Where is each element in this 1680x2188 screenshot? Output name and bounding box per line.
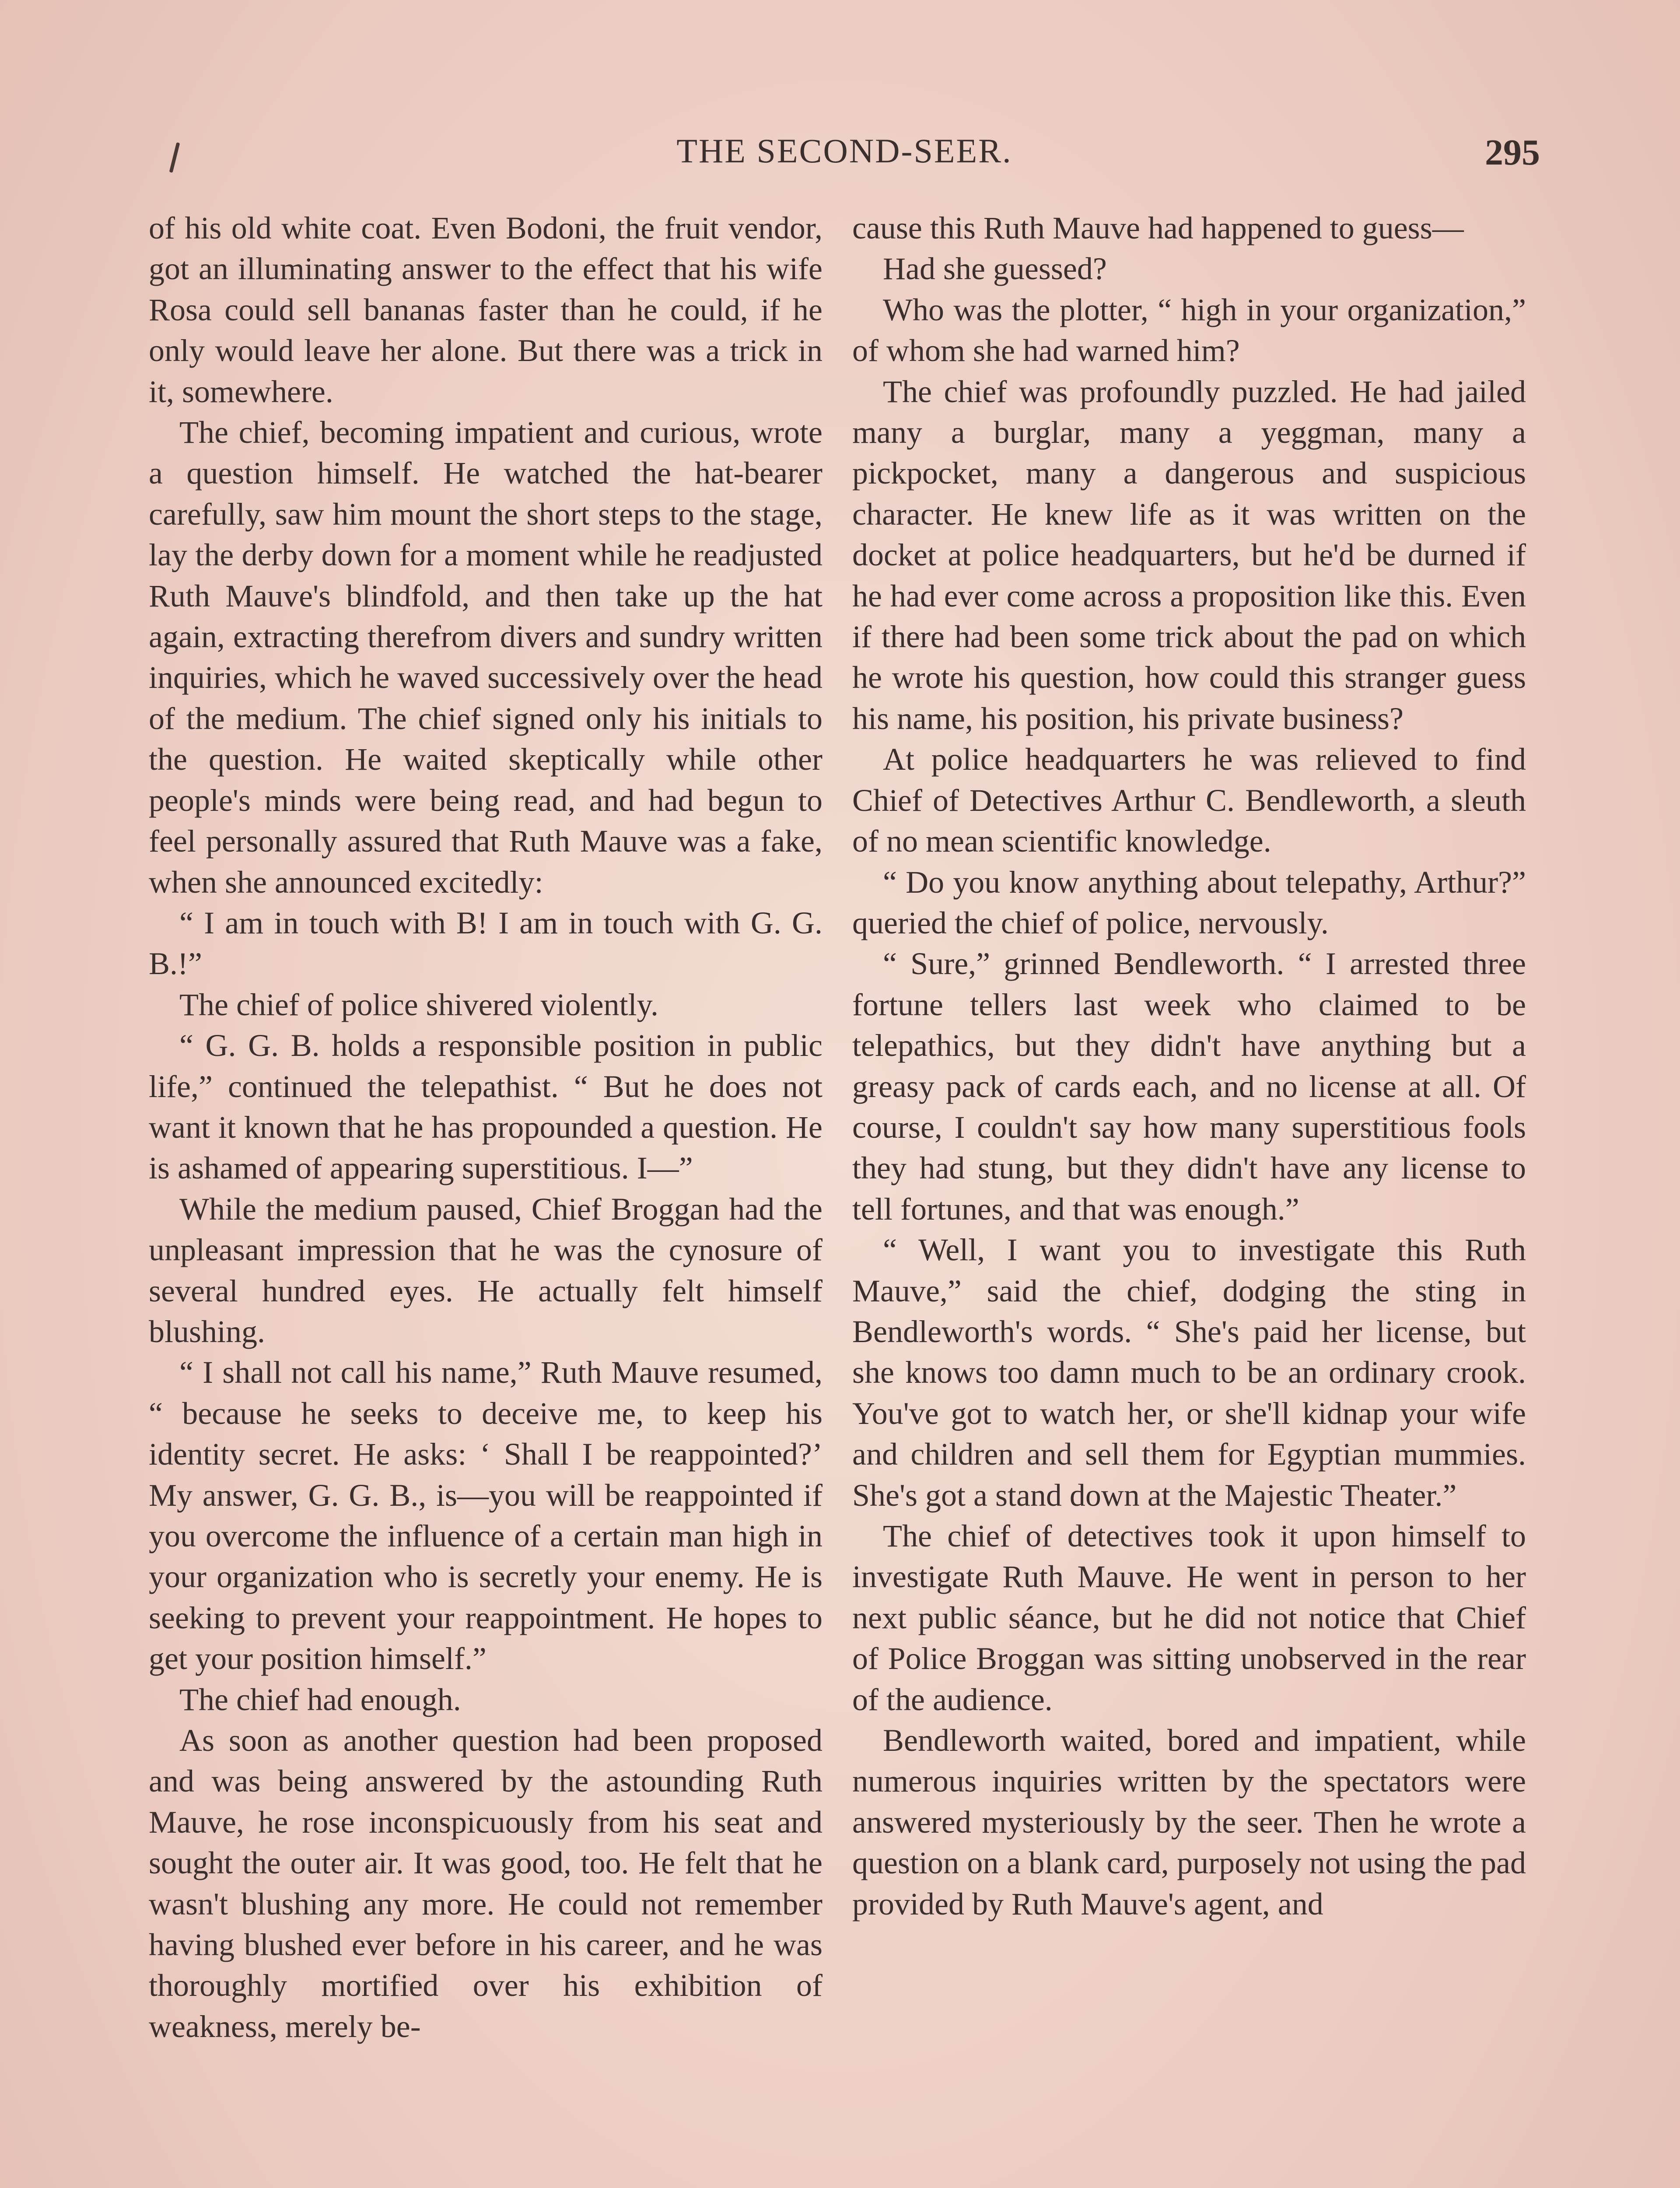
paragraph: The chief, becoming impatient and curious, wrote a question himself. He watched the hat-bearer carefully, saw him mount the short steps to the stage, lay the derby down for a moment while he readjusted Ruth Mauve's blindfold, and then take up the hat again, extracting therefrom divers and sundry written inquiries, which he waved successively over the head of the medium. The chief signed only his initials to the question. He waited skeptically while other people's minds were being read, and had begun to feel personally assured that Ruth Mauve was a fake, when she announced excitedly: [149, 415, 822, 900]
paragraph: “ G. G. B. holds a responsible position in public life,” continued the telepathist. “ But he does not want it known that he has propounded a question. He is ashamed of appearing superstitious. I—” [149, 1028, 822, 1186]
running-title: THE SECOND-SEER. [676, 132, 1012, 170]
paragraph: cause this Ruth Mauve had happened to guess— [852, 210, 1464, 245]
page-number: 295 [1485, 132, 1540, 173]
paragraph: The chief was profoundly puzzled. He had jailed many a burglar, many a yeggman, many a pickpocket, many a dangerous and suspicious character. He knew life as it was written on the docket at police headquarters, but he'd be durned if he had ever come across a proposition like this. Even if there had been some trick about the pad on which he wrote his question, how could this stranger guess his name, his position, his private business? [852, 374, 1526, 736]
paragraph: The chief had enough. [179, 1682, 461, 1717]
paragraph: Had she guessed? [883, 251, 1107, 287]
paragraph: The chief of police shivered violently. [179, 987, 658, 1022]
page-header [149, 131, 1540, 179]
right-column [852, 208, 1526, 2188]
paragraph: Bendleworth waited, bored and impatient, while numerous inquiries written by the spectators were answered mysteriously by the seer. Then he wrote a question on a blank card, purposely not using the pad provided by Ruth Mauve's agent, and [852, 1723, 1526, 1922]
paragraph: As soon as another question had been proposed and was being answered by the astounding Ruth Mauve, he rose inconspicuously from his seat and sought the outer air. It was good, too. He felt that he wasn't blushing any more. He could not remember having blushed ever before in his career, and he was thoroughly mortified over his exhibition of weakness, merely be- [149, 1723, 822, 2044]
paragraph: At police headquarters he was relieved to find Chief of Detectives Arthur C. Bendleworth, a sleuth of no mean scientific knowledge. [852, 742, 1526, 859]
left-column [149, 208, 822, 2188]
paragraph: “ Well, I want you to investigate this Ruth Mauve,” said the chief, dodging the sting in Bendleworth's words. “ She's paid her license, but she knows too damn much to be an ordinary crook. You've got to watch her, or she'll kidnap your wife and children and sell them for Egyptian mummies. She's got a stand down at the Majestic Theater.” [852, 1232, 1526, 1513]
paragraph: Who was the plotter, “ high in your organization,” of whom she had warned him? [852, 292, 1526, 368]
paragraph: The chief of detectives took it upon himself to investigate Ruth Mauve. He went in person to her next public séance, but he did not notice that Chief of Police Broggan was sitting unobserved in the rear of the audience. [852, 1518, 1526, 1717]
paragraph: “ I shall not call his name,” Ruth Mauve resumed, “ because he seeks to deceive me, to keep his identity secret. He asks: ‘ Shall I be reappointed?’ My answer, G. G. B., is—you will be reappointed if you overcome the influence of a certain man high in your organization who is secretly your enemy. He is seeking to prevent your reappointment. He hopes to get your position himself.” [149, 1355, 822, 1676]
paragraph: “ I am in touch with B! I am in touch with G. G. B.!” [149, 905, 822, 982]
paragraph: of his old white coat. Even Bodoni, the fruit vendor, got an illuminating answer to the effect that his wife Rosa could sell bananas faster than he could, if he only would leave her alone. But there was a trick in it, somewhere. [149, 210, 822, 409]
paragraph: “ Do you know anything about telepathy, Arthur?” queried the chief of police, nervously. [852, 864, 1526, 940]
paragraph: “ Sure,” grinned Bendleworth. “ I arrested three fortune tellers last week who claimed to be telepathics, but they didn't have anything but a greasy pack of cards each, and no license at all. Of course, I couldn't say how many superstitious fools they had stung, but they didn't have any license to tell fortunes, and that was enough.” [852, 946, 1526, 1227]
paragraph: While the medium paused, Chief Broggan had the unpleasant impression that he was the cynosure of several hundred eyes. He actually felt himself blushing. [149, 1191, 822, 1349]
